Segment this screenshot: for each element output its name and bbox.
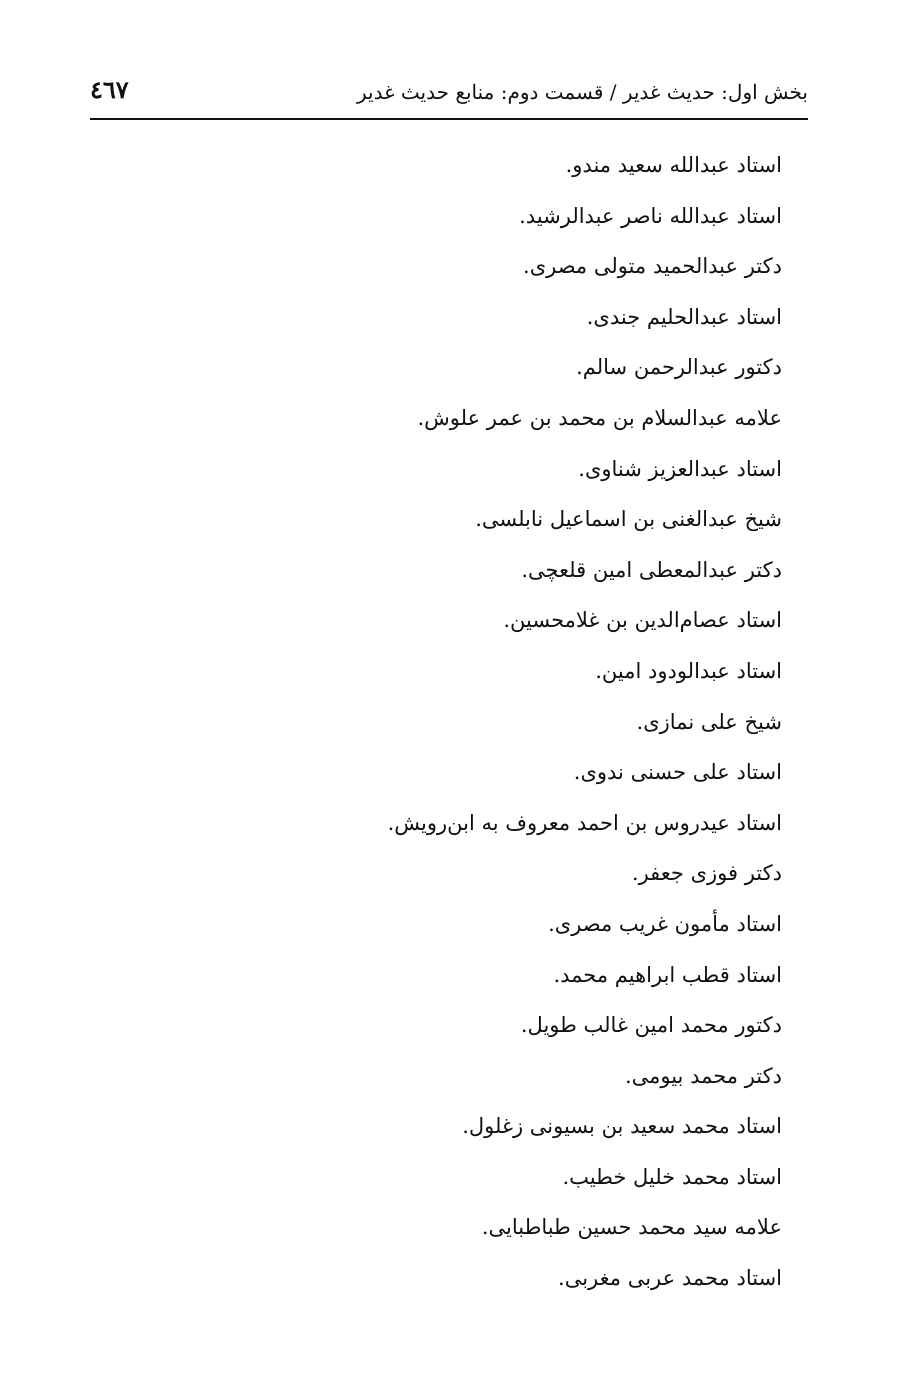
list-item: استاد عبدالعزیز شناوی. — [578, 456, 782, 481]
list-item: دکتور محمد امین غالب طویل. — [520, 1013, 782, 1038]
scholar-list — [222, 140, 782, 1304]
list-item: شیخ علی نمازی. — [636, 709, 782, 734]
list-item: استاد عبدالودود امین. — [595, 658, 782, 683]
page-number: ٤٦٧ — [90, 75, 129, 104]
list-item: استاد عبدالله سعید مندو. — [565, 153, 782, 177]
list-item: علامه عبدالسلام بن محمد بن عمر علوش. — [417, 405, 782, 430]
list-item: استاد مأمون غریب مصری. — [548, 911, 782, 936]
list-item: دکتر فوزی جعفر. — [631, 861, 782, 886]
list-item: استاد محمد عربی مغربی. — [558, 1266, 782, 1291]
running-head: بخش اول: حدیث غدیر / قسمت دوم: منابع حدیث غدیر — [356, 80, 808, 104]
page-header — [90, 62, 808, 120]
list-item: استاد عبدالحلیم جندی. — [586, 304, 782, 329]
list-item: استاد عیدروس بن احمد معروف به ابن‌رویش. — [387, 810, 782, 835]
list-item: استاد محمد خلیل خطیب. — [562, 1164, 782, 1189]
list-item: شیخ عبدالغنی بن اسماعیل نابلسی. — [475, 507, 782, 532]
list-item: دکتر محمد بیومی. — [624, 1063, 782, 1088]
list-item: علامه سید محمد حسین طباطبایی. — [481, 1215, 782, 1240]
list-item: دکتور عبدالرحمن سالم. — [576, 355, 782, 380]
list-item: دکتر عبدالمعطی امین قلعچی. — [521, 557, 782, 582]
list-item: استاد محمد سعید بن بسیونی زغلول. — [462, 1114, 782, 1139]
list-item: استاد عبدالله ناصر عبدالرشید. — [519, 203, 782, 228]
list-item: دکتر عبدالحمید متولی مصری. — [523, 254, 782, 279]
list-item: استاد عصام‌الدین بن غلامحسین. — [503, 608, 782, 633]
list-item: استاد علی حسنی ندوی. — [573, 760, 782, 785]
list-item: استاد قطب ابراهیم محمد. — [553, 962, 782, 987]
